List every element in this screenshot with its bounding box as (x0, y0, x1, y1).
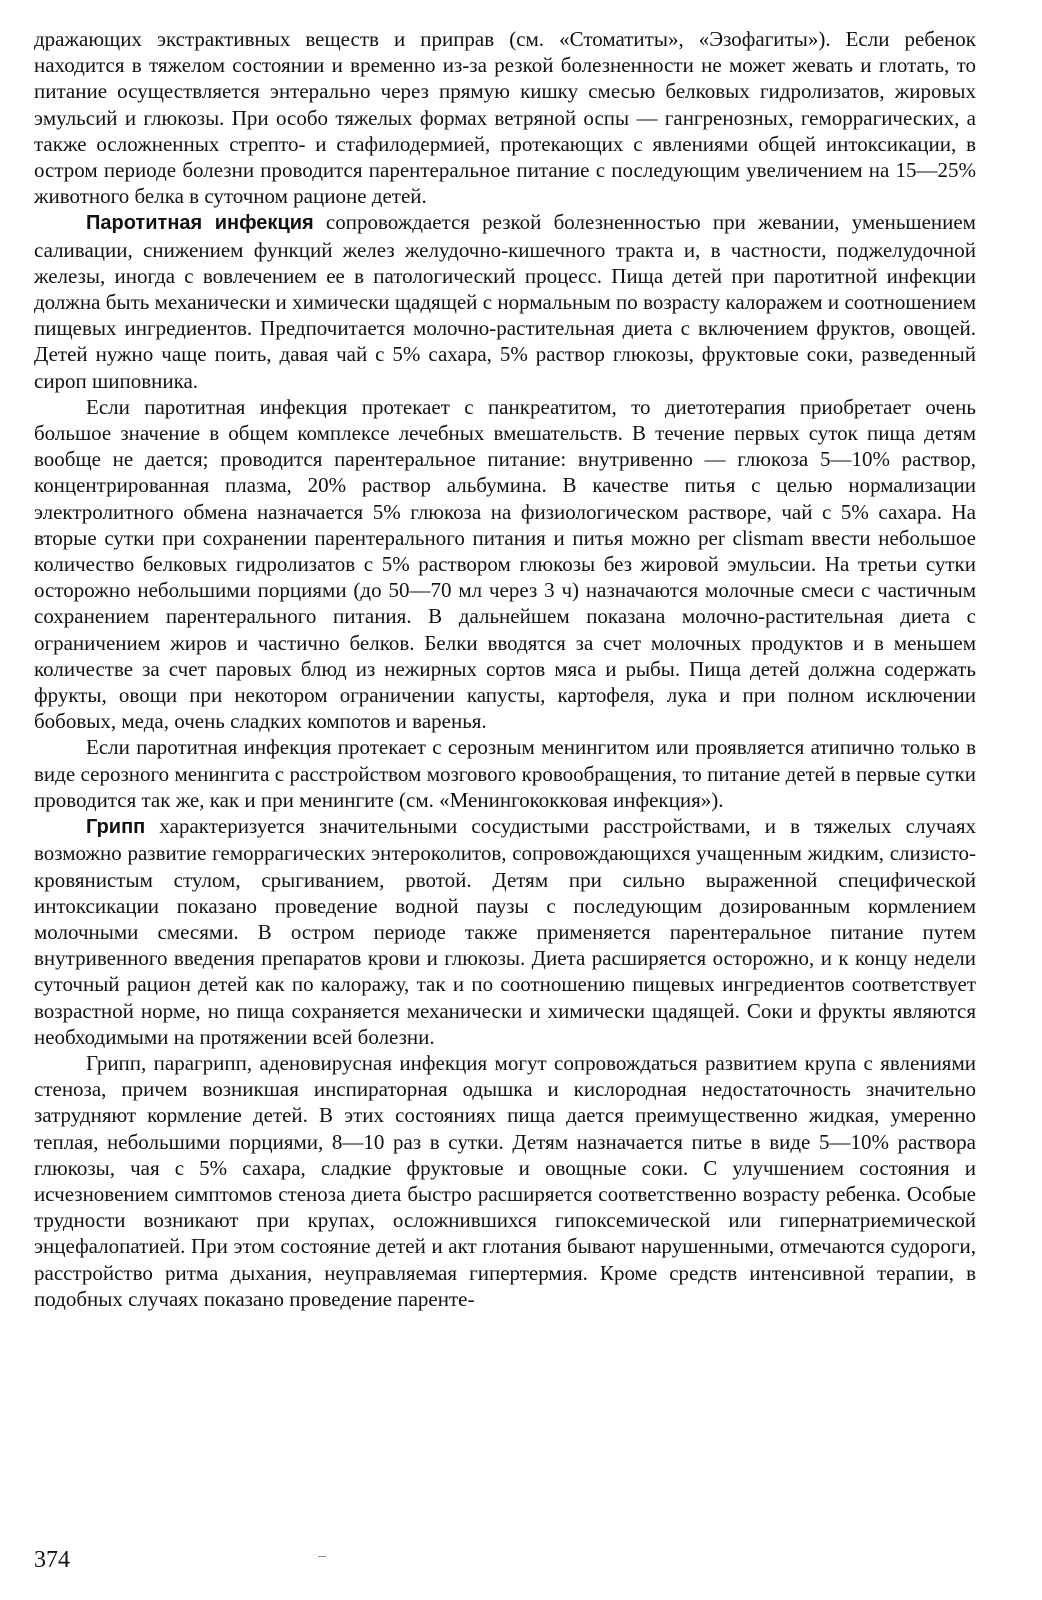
paragraph-meningitis (34, 734, 976, 813)
print-mark (318, 1556, 326, 1557)
paragraph-mumps (34, 209, 976, 393)
page-body (34, 26, 976, 1312)
paragraph-text: Если паротитная инфекция протекает с панкреатитом, то диетотерапия приобретает очень большое значение в общем комплексе лечебных вмешательств. В течение первых суток пища детям вообще не дается; проводится парентеральное питание: внутривенно — глюкоза 5—10% раствор, концентрированная плазма, 20% раствор альбумина. В качестве питья с целью нормализации электролитного обмена назначается 5% глюкоза на физиологическом растворе, чай с 5% сахара. На вторые сутки при сохранении парентерального питания и питья можно per clismam ввести небольшое количество белковых гидролизатов с 5% раствором глюкозы без жировой эмульсии. На третьи сутки осторожно небольшими порциями (до 50—70 мл через 3 ч) назначаются молочные смеси с частичным сохранением парентерального питания. В дальнейшем показана молочно-растительная диета с ограничением жиров и частично белков. Белки вводятся за счет молочных продуктов и в меньшем количестве за счет паровых блюд из нежирных сортов мяса и рыбы. Пища детей должна содержать фрукты, овощи при некотором ограничении капусты, картофеля, лука и при полном исключении бобовых, меда, очень сладких компотов и варенья. (34, 394, 976, 734)
paragraph-text: Грипп, парагрипп, аденовирусная инфекция могут сопровождаться развитием крупа с явлениями стеноза, причем возникшая инспираторная одышка и кислородная недостаточность значительно затрудняют кормление детей. В этих состояниях пища дается преимущественно жидкая, умеренно теплая, небольшими порциями, 8—10 раз в сутки. Детям назначается питье в виде 5—10% раствора глюкозы, чая с 5% сахара, сладкие фруктовые и овощные соки. С улучшением состояния и исчезновением симптомов стеноза диета быстро расширяется соответственно возрасту ребенка. Особые трудности возникают при крупах, осложнившихся гипоксемической или гипернатриемической энцефалопатией. При этом состояние детей и акт глотания бывают нарушенными, отмечаются судороги, расстройство ритма дыхания, неуправляемая гипертермия. Кроме средств интенсивной терапии, в подобных случаях показано проведение паренте- (34, 1050, 976, 1311)
paragraph-text: сопровождается резкой болезненностью при жевании, уменьшением саливации, снижением функций желез желудочно-кишечного тракта и, в частности, поджелудочной железы, иногда с вовлечением ее в патологический процесс. Пища детей при паротитной инфекции должна быть механически и химически щадящей с нормальным по возрасту калоражем и соотношением пищевых ингредиентов. Предпочитается молочно-растительная диета с включением фруктов, овощей. Детей нужно чаще поить, давая чай с 5% сахара, 5% раствор глюкозы, фруктовые соки, разведенный сироп шиповника. (34, 210, 976, 393)
paragraph-text: характеризуется значительными сосудистыми расстройствами, и в тяжелых случаях возможно развитие геморрагических энтероколитов, сопровождающихся учащенным жидким, слизисто-кровянистым стулом, срыгиванием, рвотой. Детям при сильно выраженной специфической интоксикации показано проведение водной паузы с последующим дозированным кормлением молочными смесями. В остром периоде также применяется парентеральное питание путем внутривенного введения препаратов крови и глюкозы. Диета расширяется осторожно, и к концу недели суточный рацион детей как по калоражу, так и по соотношению пищевых ингредиентов соответствует возрастной норме, но пища сохраняется механически и химически щадящей. Соки и фрукты являются необходимыми на протяжении всей болезни. (34, 814, 976, 1049)
page-number: 374 (34, 1547, 70, 1573)
paragraph-croup (34, 1050, 976, 1312)
paragraph-1 (34, 26, 976, 209)
paragraph-text: дражающих экстрактивных веществ и приправ (см. «Стоматиты», «Эзофагиты»). Если ребенок находится в тяжелом состоянии и временно из-за резкой болезненности не может жевать и глотать, то питание осуществляется энтерально через прямую кишку смесью белковых гидролизатов, жировых эмульсий и глюкозы. При особо тяжелых формах ветряной оспы — гангренозных, геморрагических, а также осложненных стрепто- и стафилодермией, протекающих с явлениями общей интоксикации, в остром периоде болезни проводится парентеральное питание с последующим увеличением на 15—25% животного белка в суточном рационе детей. (34, 27, 976, 209)
paragraph-text: Если паротитная инфекция протекает с серозным менингитом или проявляется атипично только в виде серозного менингита с расстройством мозгового кровообращения, то питание детей в первые сутки проводится так же, как и при менингите (см. «Менингококковая инфекция»). (34, 735, 976, 812)
section-heading-mumps: Паротитная инфекция (86, 212, 314, 235)
paragraph-influenza (34, 813, 976, 1050)
text-column (34, 26, 976, 1312)
paragraph-pancreatitis (34, 394, 976, 735)
section-heading-influenza: Грипп (86, 816, 146, 839)
